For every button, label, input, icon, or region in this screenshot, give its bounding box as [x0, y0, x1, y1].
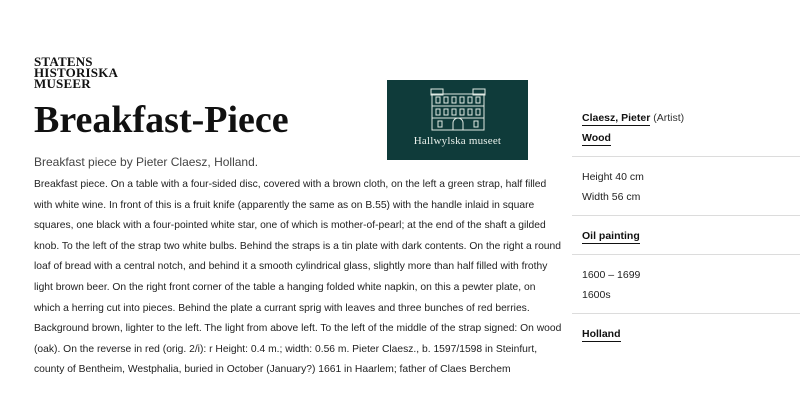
museum-name: Hallwylska museet	[413, 135, 502, 147]
meta-technique	[572, 216, 800, 255]
place-link[interactable]: Holland	[582, 328, 621, 340]
page-title: Breakfast-Piece	[34, 99, 289, 141]
artist-role: (Artist)	[650, 112, 685, 124]
museum-building-icon	[428, 86, 488, 132]
meta-artist-material	[572, 104, 800, 157]
technique-link[interactable]: Oil painting	[582, 230, 640, 242]
meta-dating	[572, 255, 800, 314]
object-description: Breakfast piece. On a table with a four-sided disc, covered with a brown cloth, on the left a green strap, half filled with white wine. In front of this is a fruit knife (apparently the same as on B.55) with the handle inlaid in square squares, one black with a four-pointed white star, one of which is mother-of-pearl; at the end of the shaft a gilded knob. To the left of the strap two white bulbs. Behind the straps is a tin plate with dark contents. On the right a round loaf of bread with a central notch, and behind it a smooth cylindrical glass, slightly more than half filled with frothy light brown beer. On the right front corner of the table a hanging folded white napkin, on this a pewter plate, on which a herring cut into pieces. Behind the plate a currant sprig with leaves and three bunches of red berries. Background brown, lighter to the left. The light from above left. To the left of the middle of the strap signed: On wood (oak). On the reverse in red (orig. 2/i): r Height: 0.4 m.; width: 0.56 m. Pieter Claesz., b. 1597/1598 in Steinfurt, county of Bentheim, Westphalia, buried in October (January?) 1661 in Haarlem; father of Claes Berchem	[34, 179, 562, 376]
width-value: Width 56 cm	[582, 191, 641, 203]
meta-dimensions	[572, 157, 800, 216]
object-metadata	[572, 104, 800, 352]
object-subtitle: Breakfast piece by Pieter Claesz, Holland.	[34, 155, 259, 169]
logo-line-3: MUSEER	[34, 76, 91, 91]
logo-line-1: STATENS	[34, 54, 93, 69]
meta-place	[572, 314, 800, 352]
decade: 1600s	[582, 289, 611, 301]
material-link[interactable]: Wood	[582, 132, 611, 144]
museum-logo[interactable]	[387, 80, 528, 160]
logo-line-2: HISTORISKA	[34, 65, 119, 80]
date-range: 1600 – 1699	[582, 269, 641, 281]
artist-link[interactable]: Claesz, Pieter	[582, 112, 651, 124]
site-logo[interactable]	[34, 56, 118, 89]
height-value: Height 40 cm	[582, 171, 644, 183]
